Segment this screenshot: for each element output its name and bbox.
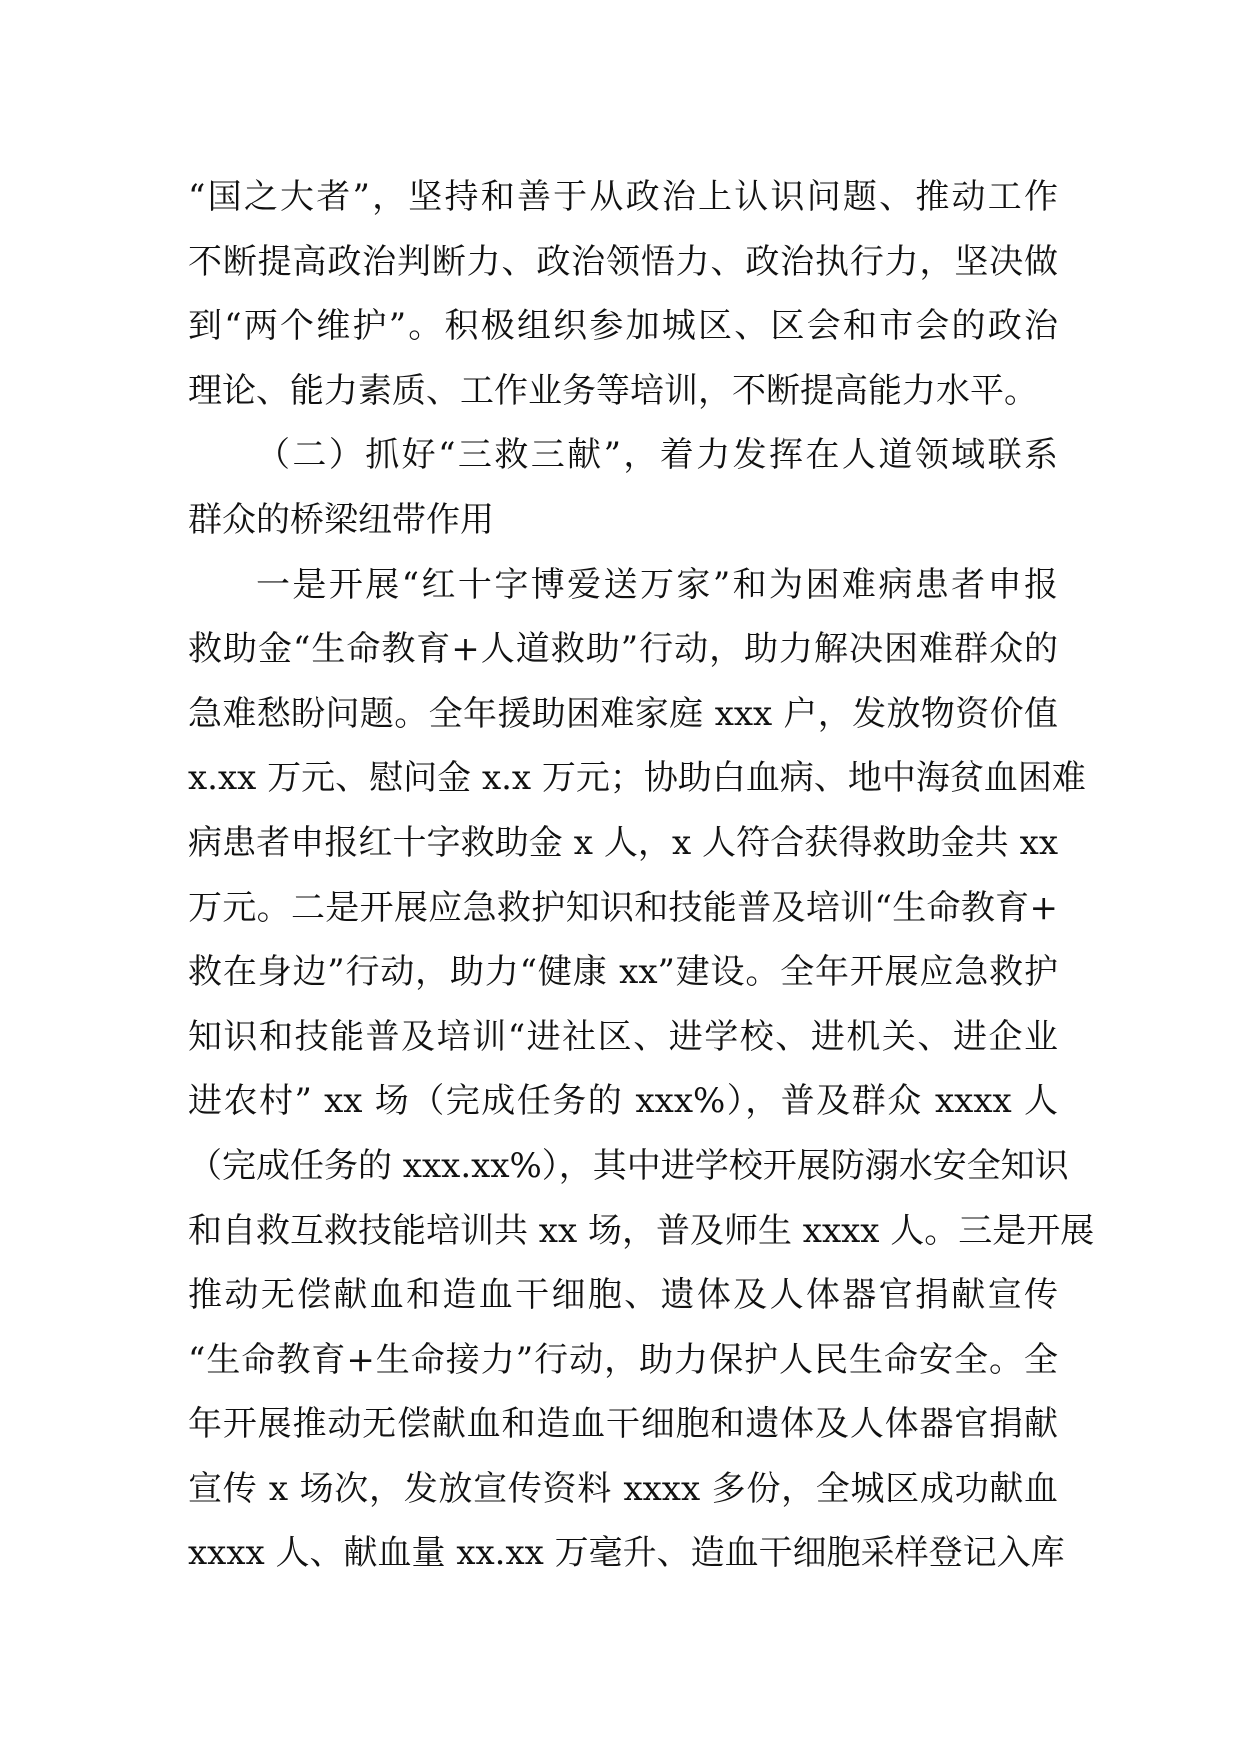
text-line: 推动无偿献血和造血干细胞、遗体及人体器官捐献宣传 [188,1275,1058,1316]
text-line: x.xx 万元、慰问金 x.x 万元；协助白血病、地中海贫血困难 [188,758,1086,799]
text-line: （完成任务的 xxx.xx%），其中进学校开展防溺水安全知识 [188,1145,1069,1186]
text-line: xxxx 人、献血量 xx.xx 万毫升、造血干细胞采样登记入库 [188,1533,1065,1574]
text-line: 和自救互救技能培训共 xx 场，普及师生 xxxx 人。三是开展 [188,1210,1095,1251]
text-line: 理论、能力素质、工作业务等培训，不断提高能力水平。 [188,370,1038,411]
text-line: 一是开展“红十字博爱送万家”和为困难病患者申报 [256,564,1058,605]
text-line: 急难愁盼问题。全年援助困难家庭 xxx 户，发放物资价值 [188,693,1058,734]
section-heading-line: （二）抓好“三救三献”，着力发挥在人道领域联系 [256,435,1058,476]
text-line: 不断提高政治判断力、政治领悟力、政治执行力，坚决做 [188,241,1058,282]
text-line: 救在身边”行动，助力“健康 xx”建设。全年开展应急救护 [188,952,1058,993]
text-line: “生命教育+生命接力”行动，助力保护人民生命安全。全 [188,1339,1058,1380]
text-line: 救助金“生命教育+人道救助”行动，助力解决困难群众的 [188,629,1058,670]
text-line: 宣传 x 场次，发放宣传资料 xxxx 多份，全城区成功献血 [188,1468,1058,1509]
text-line: 进农村” xx 场（完成任务的 xxx%），普及群众 xxxx 人 [188,1081,1058,1122]
text-line: 知识和技能普及培训“进社区、进学校、进机关、进企业 [188,1016,1058,1057]
text-line: 万元。二是开展应急救护知识和技能普及培训“生命教育+ [188,887,1058,928]
body-text [188,165,1095,1586]
text-line: “国之大者”，坚持和善于从政治上认识问题、推动工作 [188,177,1058,217]
text-line: 年开展推动无偿献血和造血干细胞和遗体及人体器官捐献 [188,1404,1058,1445]
text-line: 病患者申报红十字救助金 x 人，x 人符合获得救助金共 xx [188,822,1058,863]
section-heading-line: 群众的桥梁纽带作用 [188,499,494,540]
text-line: 到“两个维护”。积极组织参加城区、区会和市会的政治 [188,306,1058,347]
